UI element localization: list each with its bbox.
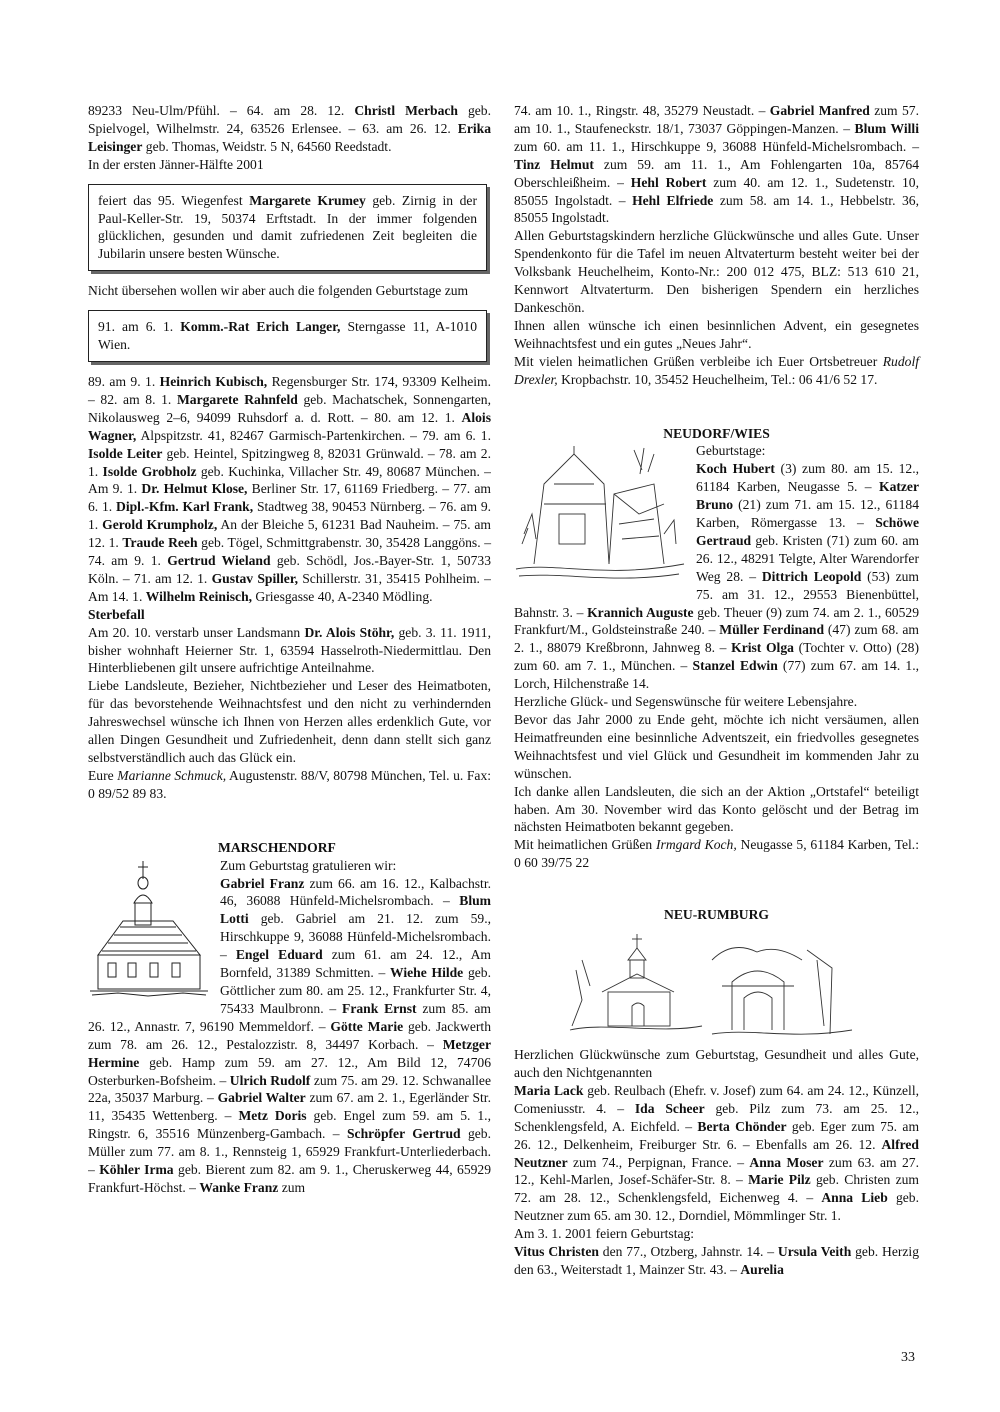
donation-text: Allen Geburtstagskindern herzliche Glückwünsche und alles Gute. Unser Spendenkonto für die Tafel im neuen Altvaterturm besteht weiter bei der Volksbank Heuchelheim, Konto-Nr.: 200 012 475, BLZ: 513 610 21, Kennwort Altvaterturm. Den bisherigen Spendern ein herzliches Dankeschön.	[514, 228, 919, 315]
advent-wish: Ihnen allen wünsche ich einen besinnlichen Advent, ein gesegnetes Weihnachtsfest und ein gutes „Neues Jahr“.	[514, 317, 919, 351]
intro-heading: In der ersten Jänner-Hälfte 2001	[88, 156, 264, 172]
sterbefall-text: Am 20. 10. verstarb unser Landsmann Dr. Alois Stöhr, geb. 3. 11. 1911, bisher wohnhaft Heierner Str. 1, 63594 Hasselroth-Niedermittlau. Den Hinterbliebenen gilt unsere aufrichtige Anteilnahme.	[88, 624, 491, 676]
sterbefall-heading: Sterbefall	[88, 606, 145, 622]
neudorf-list: Koch Hubert (3) zum 80. am 15. 12., 61184 Karben, Neugasse 5. – Katzer Bruno (21) zum 71. am 15. 12., 61184 Karben, Römergasse 13. – Schöwe Gertraud geb. Kristen (71) zum 60. am 26. 12., 48291 Telgte, Alter Warendorfer Weg 28. – Dittrich Leopold (53) zum 75. am 31. 12., 29553 Bienenbüttel, Bahnstr. 3. – Krannich Auguste geb. Theuer (9) zum 74. am 2. 1., 60529 Frankfurt/M., Goldsteinstraße 240. – Müller Ferdinand (47) zum 68. am 2. 1., 88079 Kreßbronn, Jahnweg 8. – Krist Olga (Tochter v. Otto) (28) zum 60. am 7. 1., München. – Stanzel Edwin (77) zum 67. am 14. 1., Lorch, Hilchenstraße 14.	[514, 461, 919, 692]
overlook-text: Nicht übersehen wollen wir aber auch die folgenden Geburtstage zum	[88, 283, 469, 299]
birthday-list: 89. am 9. 1. Heinrich Kubisch, Regensburger Str. 174, 93309 Kelheim. – 82. am 8. 1. Margarete Rahnfeld geb. Machatschek, Sonnengarten, Nikolausweg 2–6, 94099 Ruhsdorf a. d. Rott. – 80. am 12. 1. Alois Wagner, Alpspitzstr. 41, 82467 Garmisch-Partenkirchen. – 79. am 6. 1. Isolde Leiter geb. Heintel, Spitzingweg 8, 82031 Grünwald. – 78. am 2. 1. Isolde Grobholz geb. Kuchinka, Villacher Str. 49, 80687 München. – Am 9. 1. Dr. Helmut Klose, Berliner Str. 17, 61169 Friedberg. – 77. am 6. 1. Dipl.-Kfm. Karl Frank, Stadtweg 38, 90453 Nürnberg. – 76. am 9. 1. Gerold Krumpholz, An der Bleiche 5, 61231 Bad Nauheim. – 75. am 12. 1. Traude Reeh geb. Tögel, Schmittgrabenstr. 30, 35428 Langgöns. – 74. am 9. 1. Gertrud Wieland geb. Schödl, Jos.-Bayer-Str. 1, 50733 Köln. – 71. am 12. 1. Gustav Spiller, Schillerstr. 31, 35415 Pohlheim. – Am 14. 1. Wilhelm Reinisch, Griesgasse 40, A-2340 Mödling.	[88, 373, 492, 604]
birthday-box-95-text: feiert das 95. Wiegenfest Margarete Krumey geb. Zirnig in der Paul-Keller-Str. 19, 50374 Erftstadt. In der immer folgenden glücklichen, gesunden und damit zufriedenen Zeit begleiten die Jubilarin unsere besten Wünsche.	[98, 192, 477, 262]
rumburg-chapel-sketch-icon	[562, 930, 862, 1042]
neudorf-ortstafel: Ich danke allen Landsleuten, die sich an der Aktion „Ortstafel“ beteiligt haben. Am 30. November wird das Konto gelöscht und der Betrag im nächsten Heimatboten bekannt gegeben.	[514, 783, 919, 835]
marschendorf-section	[88, 839, 491, 1197]
birthday-box-95	[88, 184, 487, 272]
marschendorf-list: Gabriel Franz zum 66. am 16. 12., Kalbachstr. 46, 36088 Hünfeld-Michelsrombach. – Blum Lotti geb. Gabriel am 21. 12. zum 59., Hirschkuppe 9, 36088 Hünfeld-Michelsrombach. – Engel Eduard zum 61. am 24. 12., Am Bornfeld, 31389 Schmitten. – Wiehe Hilde geb. Göttlicher zum 80. am 25. 12., Frankfurter Str. 4, 75433 Maulbronn. – Frank Ernst zum 85. am 26. 12., Annastr. 7, 96190 Memmeldorf. – Götte Marie geb. Jackwerth zum 78. am 26. 12., Pestalozzistr. 8, 34497 Korbach. – Metzger Hermine geb. Hamp zum 59. am 27. 12., Am Bild 12, 74706 Osterburken-Bofsheim. – Ulrich Rudolf zum 75. am 29. 12. Schwanallee 22a, 35037 Marburg. – Gabriel Walter zum 67. am 2. 1., Egerländer Str. 11, 35435 Wettenberg. – Metz Doris geb. Engel zum 59. am 5. 1., Ringstr. 6, 35516 Münzenberg-Gambach. – Schröpfer Gertrud geb. Müller zum 77. am 8. 1., Rennsteig 1, 65929 Frankfurt-Unterliederbach. – Köhler Irma geb. Bierent zum 82. am 9. 1., Cheruskerweg 44, 65929 Frankfurt-Höchst. – Wanke Franz zum	[88, 875, 491, 1195]
rumburg-2001-list: Vitus Christen den 77., Otzberg, Jahnstr. 14. – Ursula Veith geb. Herzig den 63., Weiterstadt 1, Mainzer Str. 43. – Aurelia	[514, 1244, 919, 1277]
birthday-box-91	[88, 310, 487, 362]
continued-list: 74. am 10. 1., Ringstr. 48, 35279 Neustadt. – Gabriel Manfred zum 57. am 10. 1., Staufeneckstr. 18/1, 73037 Göppingen-Manzen. – Blum Willi zum 60. am 11. 1., Hirschkuppe 9, 36088 Hünfeld-Michelsrombach. – Tinz Helmut zum 59. am 11. 1., Am Fohlengarten 10a, 85764 Oberschleißheim. – Hehl Robert zum 40. am 12. 1., Sudetenstr. 10, 85055 Ingolstadt. – Hehl Elfriede zum 58. am 14. 1., Hebbelstr. 36, 85055 Ingolstadt.	[514, 103, 920, 226]
neudorf-church-sketch-icon	[514, 444, 686, 586]
birthday-box-91-text: 91. am 6. 1. Komm.-Rat Erich Langer, Sterngasse 11, A-1010 Wien.	[98, 319, 477, 353]
rumburg-title: NEU-RUMBURG	[664, 907, 769, 923]
ortsbetreuer-signature: Mit vielen heimatlichen Grüßen verbleibe ich Euer Ortsbetreuer Rudolf Drexler, Kropbachstr. 10, 35452 Heuchelheim, Tel.: 06 41/6 52 17.	[514, 353, 919, 387]
marschendorf-title: MARSCHENDORF	[218, 839, 336, 855]
neudorf-signature: Mit heimatlichen Grüßen Irmgard Koch, Neugasse 5, 61184 Karben, Tel.: 0 60 39/75 22	[514, 837, 919, 871]
rumburg-intro: Herzlichen Glückwünsche zum Geburtstag, Gesundheit und alles Gute, auch den Nichtgenannten	[514, 1047, 919, 1080]
neudorf-blessing: Herzliche Glück- und Segenswünsche für weitere Lebensjahre.	[514, 694, 858, 710]
page-number: 33	[901, 1350, 915, 1365]
intro-paragraph: 89233 Neu-Ulm/Pfühl. – 64. am 28. 12. Christl Merbach geb. Spielvogel, Wilhelmstr. 24, 63526 Erlensee. – 63. am 26. 12. Erika Leisinger geb. Thomas, Weidstr. 5 N, 64560 Reedstadt.	[88, 103, 491, 154]
neudorf-advent: Bevor das Jahr 2000 zu Ende geht, möchte ich nicht versäumen, allen Heimatfreunden eine besinnliche Adventszeit, ein friedvolles gesegnetes Weihnachtsfest und viel Glück und Gesundheit im kommenden Jahr zu wünschen.	[514, 712, 919, 781]
rumburg-list: Maria Lack geb. Reulbach (Ehefr. v. Josef) zum 64. am 24. 12., Künzell, Comeniusstr. 4. – Ida Scheer geb. Pilz zum 73. am 25. 12., Schenklengsfeld, A. Eichfeld. – Berta Chönder geb. Eger zum 75. am 26. 12., Delkenheim, Freiburger Str. 6. – Ebenfalls am 26. 12. Alfred Neutzner zum 74., Perpignan, France. – Anna Moser zum 63. am 27. 12., Kehl-Marlen, Josef-Schäfer-Str. 8. – Marie Pilz geb. Christen zum 72. am 28. 12., Schenklengsfeld, Eichenweg 4. – Anna Lieb geb. Neutzner zum 65. am 30. 12., Dorndiel, Mömmlinger Str. 1.	[514, 1082, 920, 1224]
left-column	[88, 102, 491, 1197]
christmas-greeting: Liebe Landsleute, Bezieher, Nichtbezieher und Leser des Heimatboten, für das bevorstehende Weihnachtsfest und den nicht zu verhindernden Jahreswechsel wünsche ich Ihnen von Herzen alles erdenklich Gute, vor allen Dingen Gesundheit und Zufriedenheit, denn dann stellt sich ganz selbstverständlich auch das Glück ein.	[88, 678, 491, 765]
neudorf-intro: Geburtstage:	[696, 443, 766, 459]
marschendorf-intro: Zum Geburtstag gratulieren wir:	[220, 857, 397, 873]
right-column	[514, 102, 919, 1279]
rumburg-2001-heading: Am 3. 1. 2001 feiern Geburtstag:	[514, 1226, 695, 1242]
church-sketch-icon	[88, 859, 210, 999]
neudorf-section	[514, 442, 919, 693]
signature: Eure Marianne Schmuck, Augustenstr. 88/V, 80798 München, Tel. u. Fax: 0 89/52 89 83.	[88, 767, 492, 801]
neudorf-title: NEUDORF/WIES	[663, 425, 770, 441]
